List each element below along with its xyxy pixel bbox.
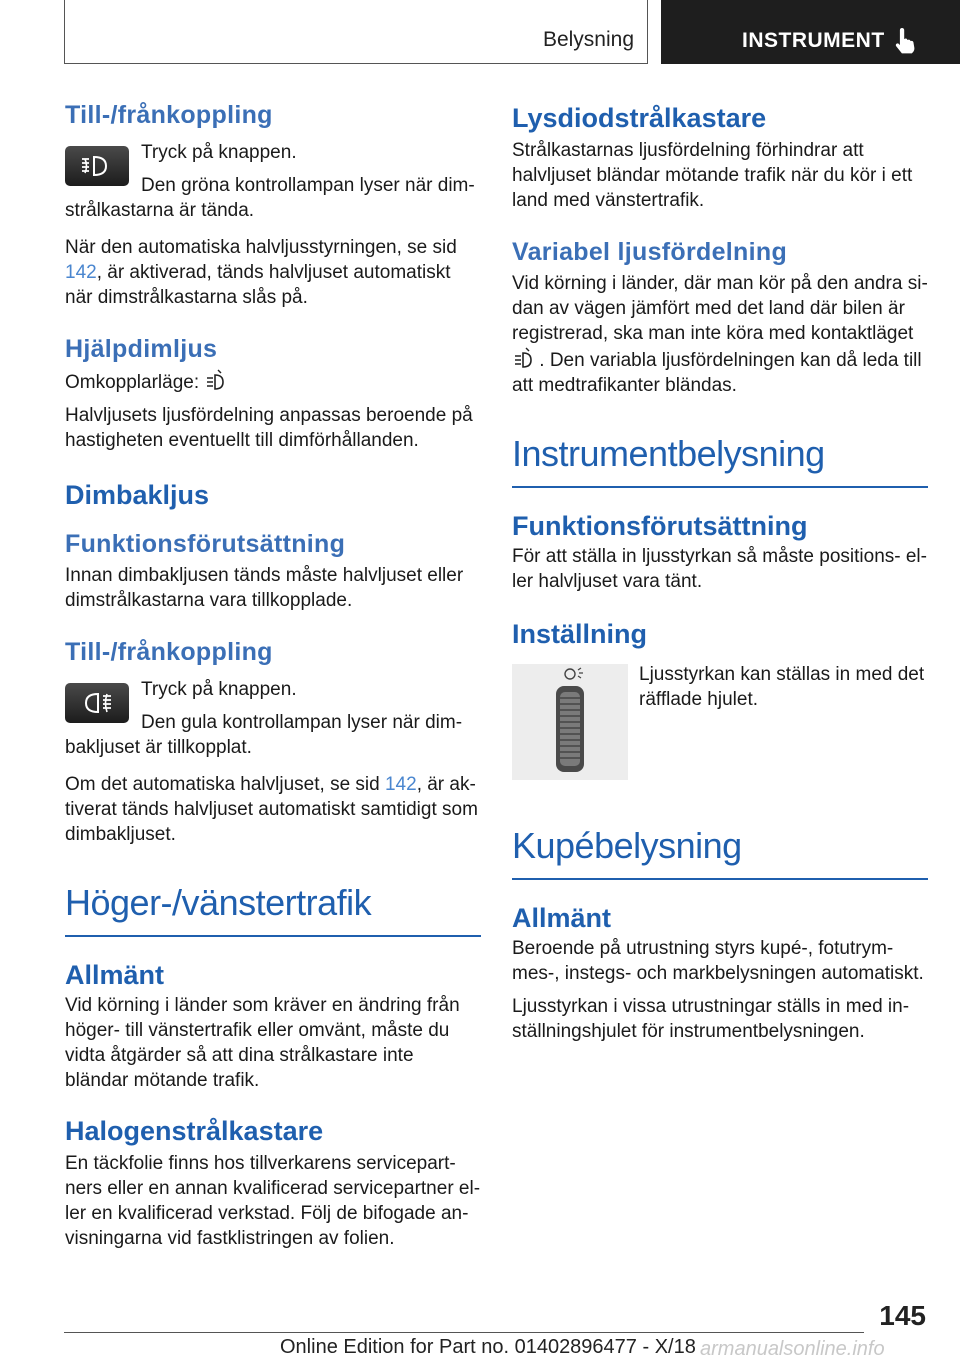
- heading-hoger-vanstertrafik: Höger-/vänstertrafik: [65, 881, 481, 937]
- thumbwheel-image: [512, 664, 628, 780]
- chapter-tab-label: INSTRUMENT: [742, 29, 885, 52]
- heading-kupebelysning: Kupébelysning: [512, 824, 928, 880]
- paragraph-installning: Ljusstyrkan kan ställas in med det räfflade hjulet.: [639, 664, 925, 710]
- heading-lysdiodstralkastare: Lysdiodstrålkastare: [512, 103, 767, 133]
- paragraph-funk1: Innan dimbakljusen tänds måste halvljuset eller dimstrålkastarna vara tillkopplade.: [65, 565, 464, 611]
- heading-funktionsforutsattning-2: Funktionsförutsättning: [512, 511, 808, 541]
- heading-installning: Inställning: [512, 619, 647, 649]
- paragraph-till1-1: Tryck på knappen.: [141, 142, 297, 163]
- paragraph-till2-2: Den gula kontrollampan lyser när dimbakljuset är tillkopplat.: [65, 712, 463, 758]
- paragraph-variabel: Vid körning i länder, där man kör på den andra sidan av vägen jämfört med det land där bilen är registrerad, ska man inte köra med kontaktläget . Den variabla ljusfördelningen kan då leda till att medtrafikanter bländas.: [512, 273, 928, 396]
- page-link-142-b[interactable]: 142: [384, 774, 417, 795]
- paragraph-till1-3: När den automatiska halvljusstyrningen, se sid 142, är aktiverad, tänds halvljuset automatiskt när dimstrålkastarna slås på.: [65, 237, 457, 308]
- heading-hjalpdimljus: Hjälpdimljus: [65, 335, 218, 363]
- paragraph-allm2-1: Beroende på utrustning styrs kupé-, fotutrymmes-, instegs- och markbelysningen automatiskt.: [512, 938, 924, 984]
- heading-allmant-2: Allmänt: [512, 903, 612, 933]
- page-number: 145: [879, 1300, 926, 1331]
- page-link-142[interactable]: 142: [65, 262, 97, 283]
- edition-text: Online Edition for Part no. 01402896477 - X/18: [280, 1336, 696, 1358]
- auto-headlight-icon-2: [512, 346, 534, 370]
- paragraph-hjalp-2: Halvljusets ljusfördelning anpassas beroende på hastigheten eventuellt till dimförhållanden.: [65, 405, 473, 451]
- front-fog-light-icon: [65, 146, 129, 186]
- left-column: [65, 100, 481, 1251]
- paragraph-funk2: För att ställa in ljusstyrkan så måste positions- eller halvljuset vara tänt.: [512, 546, 927, 592]
- paragraph-allm1: Vid körning i länder som kräver en ändring från höger- till vänstertrafik eller omvänt, måste du vidta åtgärder så att dina strålkastare inte bländar mötande trafik.: [65, 995, 460, 1091]
- right-column: [512, 102, 928, 1044]
- heading-instrumentbelysning: Instrumentbelysning: [512, 432, 928, 488]
- watermark-text: armanualsonline.info: [700, 1338, 885, 1360]
- paragraph-hjalp-1: Omkopplarläge:: [65, 368, 481, 395]
- section-title: Belysning: [542, 28, 634, 51]
- rear-fog-button-image: [65, 683, 129, 723]
- auto-headlight-icon: [204, 368, 226, 392]
- paragraph-till1-2: Den gröna kontrollampan lyser när dimstrålkastarna är tända.: [65, 175, 475, 221]
- heading-till-frankoppling-1: Till-/frånkoppling: [65, 101, 273, 129]
- paragraph-till2-1: Tryck på knappen.: [141, 679, 297, 700]
- paragraph-allm2-2: Ljusstyrkan i vissa utrustningar ställs in med inställningshjulet för instrumentbelysningen.: [512, 996, 910, 1042]
- heading-variabel-ljusfordelning: Variabel ljusfördelning: [512, 238, 788, 266]
- footer-rule: [64, 1332, 864, 1333]
- paragraph-halogen: En täckfolie finns hos tillverkarens servicepartners eller en annan kvalificerad servicepartner eller en kvalificerad verkstad. Följ de bifogade anvisningarna vid fastklistringen av folien.: [65, 1153, 481, 1249]
- heading-allmant-1: Allmänt: [65, 960, 165, 990]
- heading-funktionsforutsattning-1: Funktionsförutsättning: [65, 530, 346, 558]
- paragraph-lysdiod: Strålkastarnas ljusfördelning förhindrar att halvljuset bländar mötande trafik när du kör i ett land med vänstertrafik.: [512, 140, 913, 211]
- pointing-hand-icon: [893, 26, 919, 54]
- fog-light-button-image: [65, 146, 129, 186]
- paragraph-till2-3: Om det automatiska halvljuset, se sid 142, är aktiverat tänds halvljuset automatiskt samtidigt som dimbakljuset.: [65, 774, 478, 845]
- rear-fog-light-icon: [65, 683, 129, 723]
- chapter-tab[interactable]: [661, 0, 960, 64]
- dimmer-wheel-icon: [512, 664, 628, 780]
- heading-dimbakljus: Dimbakljus: [65, 480, 210, 510]
- heading-till-frankoppling-2: Till-/frånkoppling: [65, 638, 273, 666]
- heading-halogenstralkastare: Halogenstrålkastare: [65, 1116, 324, 1146]
